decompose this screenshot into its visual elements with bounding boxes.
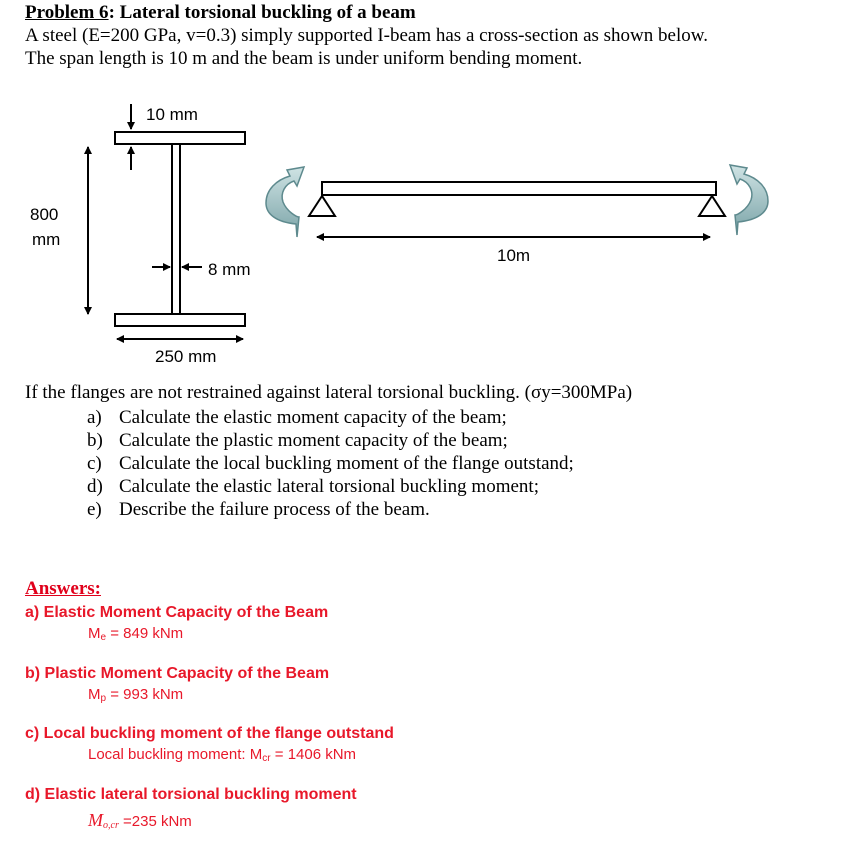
question-item-label: a) bbox=[87, 407, 102, 428]
answer-d-title: d) Elastic lateral torsional buckling moment bbox=[25, 786, 357, 803]
question-item-label: b) bbox=[87, 430, 103, 451]
answer-b-subscript: p bbox=[100, 693, 107, 704]
question-prompt: If the flanges are not restrained against lateral torsional buckling. (σy=300MPa) bbox=[25, 382, 633, 403]
top-flange bbox=[115, 132, 245, 144]
answer-a-value bbox=[88, 625, 183, 643]
question-item bbox=[87, 475, 574, 498]
right-moment-arrow-icon bbox=[730, 165, 768, 235]
question-item bbox=[87, 452, 574, 475]
answer-d-value bbox=[88, 810, 192, 831]
question-list bbox=[87, 406, 574, 521]
depth-label-unit: mm bbox=[32, 230, 61, 249]
answer-a-number: = 849 kNm bbox=[106, 625, 184, 642]
answer-a-symbol: M bbox=[88, 625, 101, 642]
answer-b-number: = 993 kNm bbox=[106, 686, 184, 703]
answer-a-subscript: e bbox=[100, 632, 107, 643]
answer-a-title: a) Elastic Moment Capacity of the Beam bbox=[25, 604, 329, 621]
right-support-icon bbox=[699, 196, 725, 216]
question-item-text: Calculate the plastic moment capacity of the beam; bbox=[119, 430, 508, 451]
answer-c-title: c) Local buckling moment of the flange outstand bbox=[25, 725, 394, 742]
question-item-label: d) bbox=[87, 476, 103, 497]
answer-b-symbol: M bbox=[88, 686, 101, 703]
span-label: 10m bbox=[497, 246, 531, 265]
question-item-text: Calculate the elastic lateral torsional buckling moment; bbox=[119, 476, 539, 497]
flange-thickness-label: 10 mm bbox=[146, 105, 198, 124]
question-item-text: Describe the failure process of the beam. bbox=[119, 499, 430, 520]
answer-b-title: b) Plastic Moment Capacity of the Beam bbox=[25, 665, 330, 682]
problem-intro-line-2: The span length is 10 m and the beam is under uniform bending moment. bbox=[25, 48, 583, 69]
question-item-text: Calculate the local buckling moment of the flange outstand; bbox=[119, 453, 574, 474]
answer-c-number: = 1406 kNm bbox=[270, 746, 357, 763]
question-item bbox=[87, 498, 574, 521]
beam-elevation bbox=[322, 182, 716, 195]
i-beam-cross-section bbox=[115, 132, 245, 326]
answer-c-prefix: Local buckling moment: M bbox=[88, 746, 263, 763]
question-item-label: e) bbox=[87, 499, 102, 520]
problem-number: Problem 6 bbox=[25, 2, 109, 23]
bottom-flange bbox=[115, 314, 245, 326]
question-item-text: Calculate the elastic moment capacity of the beam; bbox=[119, 407, 507, 428]
question-item-label: c) bbox=[87, 453, 102, 474]
answer-d-subscript: o,cr bbox=[103, 820, 119, 831]
problem-intro-line-1: A steel (E=200 GPa, v=0.3) simply supported I-beam has a cross-section as shown below. bbox=[25, 25, 708, 46]
flange-width-label: 250 mm bbox=[155, 347, 217, 366]
answer-b-value bbox=[88, 686, 183, 704]
web bbox=[172, 144, 180, 314]
answer-d-number: =235 kNm bbox=[118, 813, 192, 830]
left-support-icon bbox=[309, 196, 335, 216]
web-thickness-label: 8 mm bbox=[208, 260, 251, 279]
question-item bbox=[87, 406, 574, 429]
answer-c-value bbox=[88, 746, 356, 764]
problem-title-text: : Lateral torsional buckling of a beam bbox=[108, 2, 416, 23]
question-item bbox=[87, 429, 574, 452]
depth-label-number: 800 bbox=[30, 205, 59, 224]
beam-figure bbox=[0, 90, 850, 370]
answer-c-subscript: cr bbox=[262, 753, 271, 764]
answer-d-symbol: M bbox=[88, 810, 103, 830]
problem-title bbox=[25, 2, 416, 24]
answers-heading: Answers: bbox=[25, 578, 101, 599]
left-moment-arrow-icon bbox=[266, 167, 304, 237]
